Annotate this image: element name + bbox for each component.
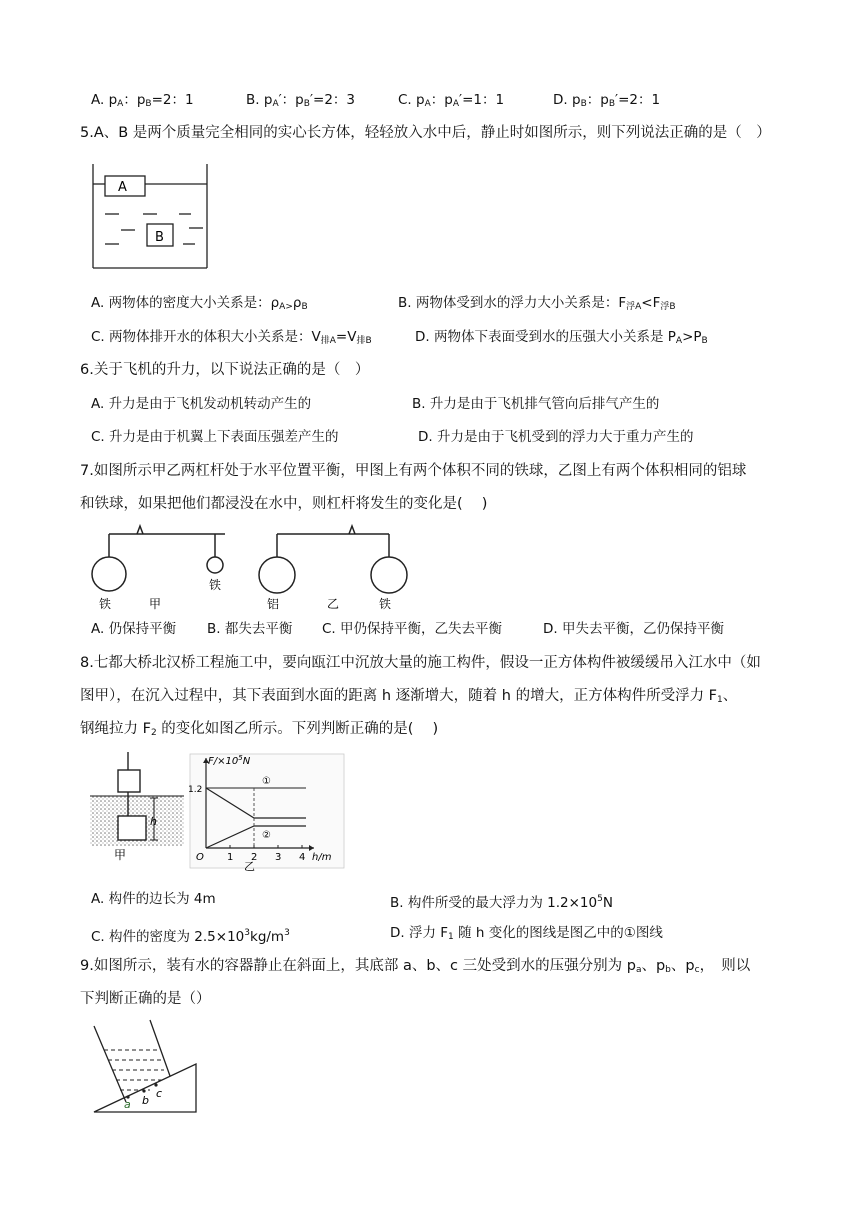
q6-option-a[interactable]: A. 升力是由于飞机发动机转动产生的 xyxy=(91,396,312,412)
q8-stem-line1: 8.七都大桥北汉桥工程施工中，要向瓯江中沉放大量的施工构件，假设一正方体构件被缓缓吊入江水中（如 xyxy=(80,655,761,671)
q7-figure xyxy=(85,515,415,615)
q7-fig-label-iron-left: 铁 xyxy=(99,597,112,611)
q7-option-a[interactable]: A. 仍保持平衡 xyxy=(91,621,177,637)
q6-stem: 6.关于飞机的升力，以下说法正确的是（ ） xyxy=(80,362,370,378)
q5-fig-label-b: B xyxy=(155,230,164,245)
chart-caption: 乙 xyxy=(244,860,255,872)
q6-option-b[interactable]: B. 升力是由于飞机排气管向后排气产生的 xyxy=(412,396,660,412)
q7-fig-label-aluminium: 铝 xyxy=(267,597,280,611)
q9-fig-label-b: b xyxy=(142,1094,149,1107)
chart-x-tick-label: 2 xyxy=(251,852,258,863)
chart-xlabel: h/m xyxy=(312,852,332,863)
q8-stem-line2: 图甲），在沉入过程中，其下表面到水面的距离 h 逐渐增大，随着 h 的增大，正方体构件所受浮力 $F_1$、 xyxy=(80,688,738,705)
chart-x-tick-label: 4 xyxy=(299,852,306,863)
q5-fig-label-a: A xyxy=(118,180,127,195)
chart-x-tick-label: O xyxy=(196,852,204,863)
q7-stem-line1: 7.如图所示甲乙两杠杆处于水平位置平衡，甲图上有两个体积不同的铁球，乙图上有两个体积相同的铝球 xyxy=(80,463,747,479)
q7-option-b[interactable]: B. 都失去平衡 xyxy=(207,621,293,637)
q7-fig-label-yi: 乙 xyxy=(327,597,340,611)
chart-line-label-1: ① xyxy=(262,776,271,787)
q9-stem-line2: 下判断正确的是（） xyxy=(80,991,211,1007)
q4-option-a[interactable]: A. $p_A$：$p_B=2$：1 xyxy=(91,92,194,109)
q4-option-d[interactable]: D. $p_B$：$p_B'=2$：1 xyxy=(553,92,661,109)
chart-y-tick-label: 1.2 xyxy=(188,785,203,795)
q5-stem: 5.A、B 是两个质量完全相同的实心长方体，轻轻放入水中后，静止时如图所示，则下列说法正确的是（ ） xyxy=(80,125,771,141)
chart-x-tick-label: 3 xyxy=(275,852,282,863)
q7-fig-label-jia: 甲 xyxy=(149,597,162,611)
chart-ylabel: $F/\times 10^5N$ xyxy=(208,754,251,767)
q8-chart xyxy=(188,752,348,872)
q6-option-d[interactable]: D. 升力是由于飞机受到的浮力大于重力产生的 xyxy=(418,429,694,445)
q9-fig-label-a: a xyxy=(124,1098,131,1111)
chart-x-tick-label: 1 xyxy=(227,852,234,863)
q9-fig-label-c: c xyxy=(156,1087,163,1100)
q8-option-d[interactable]: D. 浮力 $F_1$ 随 h 变化的图线是图乙中的①图线 xyxy=(390,925,663,942)
q8-option-b[interactable]: B. 构件所受的最大浮力为 $1.2\times 10^5N$ xyxy=(390,894,613,911)
q7-fig-label-iron-right: 铁 xyxy=(379,597,392,611)
chart-frame xyxy=(190,754,344,868)
q9-stem-line1: 9.如图所示，装有水的容器静止在斜面上，其底部 a、b、c 三处受到水的压强分别为 $p_a$、$p_b$、$p_c$， 则以 xyxy=(80,958,751,975)
q5-option-c[interactable]: C. 两物体排开水的体积大小关系是：$V_{排A}=V_{排B}$ xyxy=(91,329,372,346)
q8-fig-label-h: h xyxy=(150,815,157,828)
q8-fig-label-jia: 甲 xyxy=(114,848,127,862)
q8-figure-jia xyxy=(88,752,188,862)
chart-line-label-2: ② xyxy=(262,830,271,841)
q8-option-a[interactable]: A. 构件的边长为 4m xyxy=(91,891,216,907)
q8-stem-line3: 钢绳拉力 $F_2$ 的变化如图乙所示。下列判断正确的是( ) xyxy=(80,721,439,738)
q5-option-b[interactable]: B. 两物体受到水的浮力大小关系是：$F_{浮A}<F_{浮B}$ xyxy=(398,295,676,312)
q4-option-b[interactable]: B. $p_A'$：$p_B'=2$：3 xyxy=(246,92,355,109)
q7-option-c[interactable]: C. 甲仍保持平衡，乙失去平衡 xyxy=(322,621,503,637)
q7-option-d[interactable]: D. 甲失去平衡，乙仍保持平衡 xyxy=(543,621,724,637)
q7-fig-label-iron-small: 铁 xyxy=(209,578,222,592)
q5-option-d[interactable]: D. 两物体下表面受到水的压强大小关系是 $P_A>P_B$ xyxy=(415,329,708,346)
q8-option-c[interactable]: C. 构件的密度为 $2.5\times 10^3kg/m^3$ xyxy=(91,928,290,945)
q9-figure xyxy=(92,1018,212,1118)
q6-option-c[interactable]: C. 升力是由于机翼上下表面压强差产生的 xyxy=(91,429,339,445)
q4-option-c[interactable]: C. $p_A$：$p_A'=1$：1 xyxy=(398,92,505,109)
q7-stem-line2: 和铁球，如果把他们都浸没在水中，则杠杆将发生的变化是( ) xyxy=(80,496,488,512)
q5-figure xyxy=(85,162,215,272)
q5-option-a[interactable]: A. 两物体的密度大小关系是：$\rho_{A>}\rho_B$ xyxy=(91,295,308,312)
